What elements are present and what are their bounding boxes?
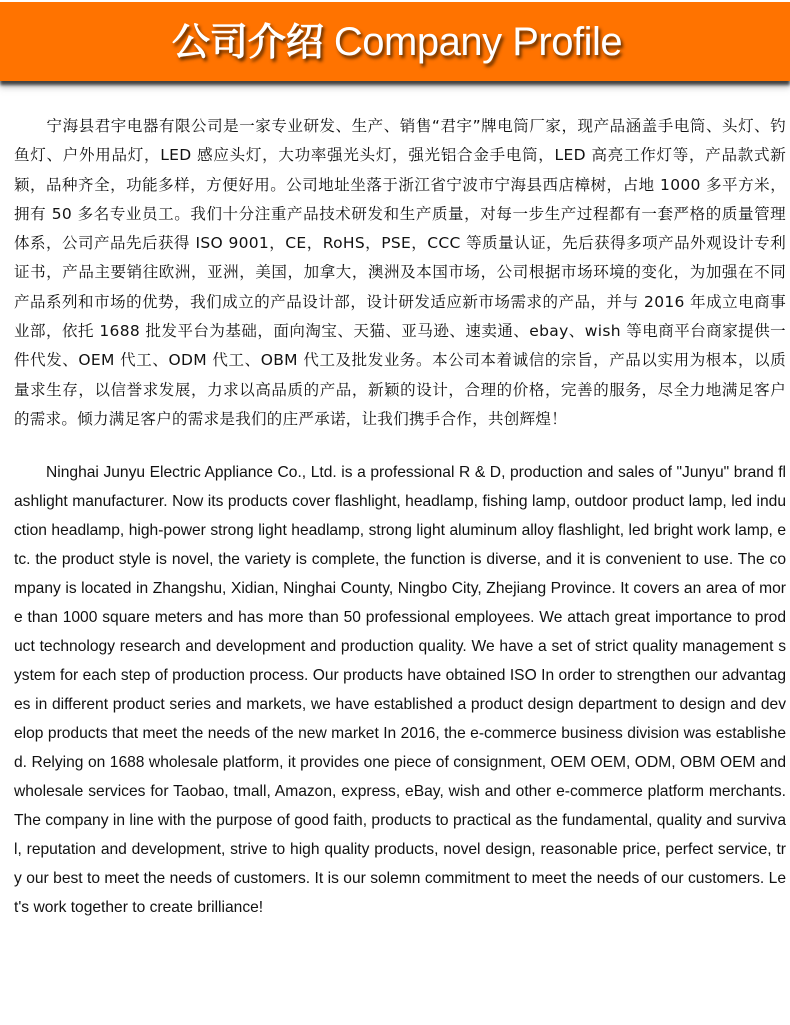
banner-title-en: Company Profile (333, 19, 623, 64)
paragraph-english: Ninghai Junyu Electric Appliance Co., Ltd. is a professional R & D, production and sales of "Junyu" brand flashlight manufacturer. Now its products cover flashlight, headlamp, fishing lamp, outdoor product lamp, led induction headlamp, high-power strong light headlamp, strong light aluminum alloy flashlight, led bright work lamp, etc. the product style is novel, the variety is complete, the function is diverse, and it is convenient to use. The company is located in Zhangshu, Xidian, Ninghai County, Ningbo City, Zhejiang Province. It covers an area of more than 1000 square meters and has more than 50 professional employees. We attach great importance to product technology research and development and production quality. We have a set of strict quality management system for each step of production process. Our products have obtained ISO In order to strengthen our advantages in different product series and markets, we have established a product design department to design and develop products that meet the needs of the new market In 2016, the e-commerce business division was established. Relying on 1688 wholesale platform, it provides one piece of consignment, OEM OEM, ODM, OBM OEM and wholesale services for Taobao, tmall, Amazon, express, eBay, wish and other e-commerce platform merchants. The company in line with the purpose of good faith, products to practical as the fundamental, quality and survival, reputation and development, strive to high quality products, novel design, reasonable price, perfect service, try our best to meet the needs of customers. It is our solemn commitment to meet the needs of our customers. Let's work together to create brilliance! (14, 464, 786, 917)
paragraph-chinese: 宁海县君宇电器有限公司是一家专业研发、生产、销售“君宇”牌电筒厂家，现产品涵盖手电筒、头灯、钓鱼灯、户外用品灯，LED 感应头灯，大功率强光头灯，强光铝合金手电筒，LED 高亮工作灯等，产品款式新颖，品种齐全，功能多样，方便好用。公司地址坐落于浙江省宁波市宁海县西店樟树，占地 1000 多平方米，拥有 50 多名专业员工。我们十分注重产品技术研发和生产质量，对每一步生产过程都有一套严格的质量管理体系，公司产品先后获得 ISO 9001，CE，RoHS，PSE，CCC 等质量认证，先后获得多项产品外观设计专利证书，产品主要销往欧洲，亚洲，美国，加拿大，澳洲及本国市场，公司根据市场环境的变化，为加强在不同产品系列和市场的优势，我们成立的产品设计部，设计研发适应新市场需求的产品，并与 2016 年成立电商事业部，依托 1688 批发平台为基础，面向淘宝、天猫、亚马逊、速卖通、ebay、wish 等电商平台商家提供一件代发、OEM 代工、ODM 代工、OBM 代工及批发业务。本公司本着诚信的宗旨，产品以实用为根本，以质量求生存，以信誉求发展，力求以高品质的产品，新颖的设计，合理的价格，完善的服务，尽全力地满足客户的需求。倾力满足客户的需求是我们的庄严承诺，让我们携手合作，共创辉煌！ (14, 117, 786, 428)
company-description (14, 112, 786, 922)
banner-title (171, 19, 623, 64)
company-profile-banner (0, 2, 790, 81)
banner-title-zh: 公司介绍 (171, 19, 324, 64)
